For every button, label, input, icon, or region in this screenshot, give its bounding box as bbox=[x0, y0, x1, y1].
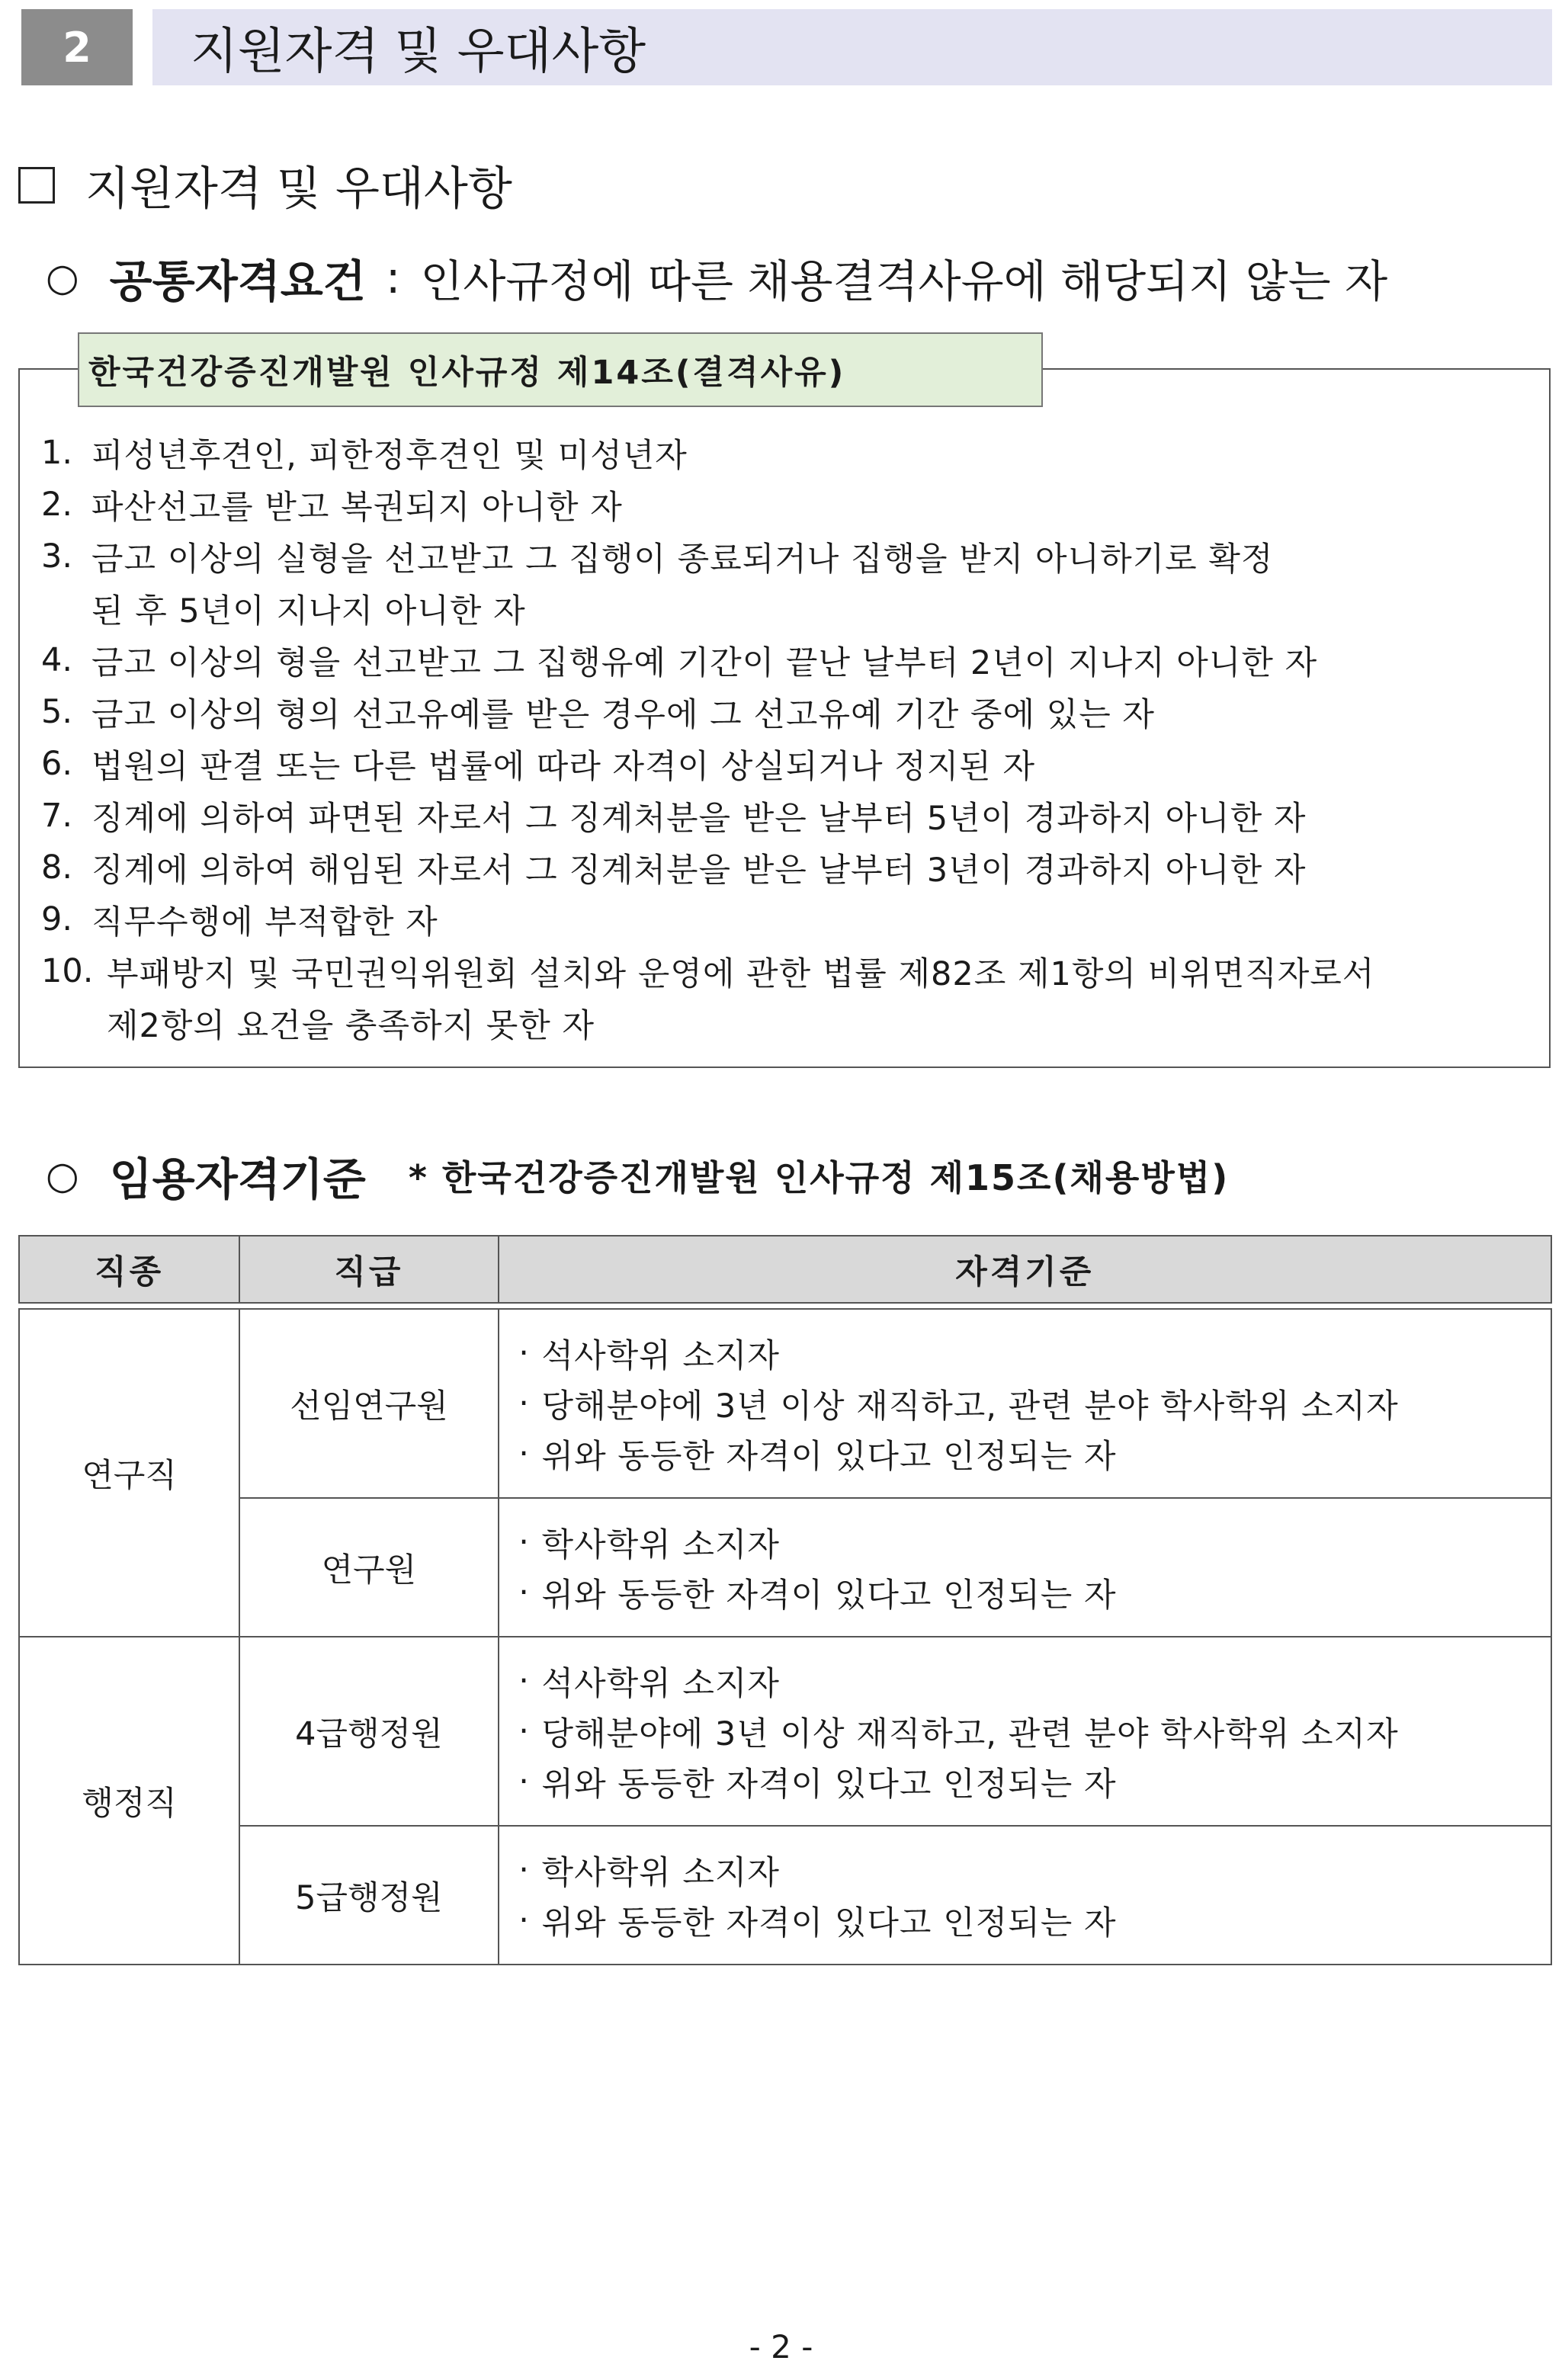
disqualification-box-title: 한국건강증진개발원 인사규정 제14조(결격사유) bbox=[78, 332, 1043, 407]
criteria-cell bbox=[499, 1826, 1551, 1965]
list-item bbox=[41, 945, 1548, 997]
item-number: 3. bbox=[41, 537, 73, 576]
criteria-text: 학사학위 소지자 bbox=[541, 1853, 780, 1892]
bullet-dot: · bbox=[518, 1712, 530, 1750]
table-header-row bbox=[19, 1236, 1551, 1303]
bullet-dot: · bbox=[518, 1523, 530, 1561]
criteria-text: 위와 동등한 자격이 있다고 인정되는 자 bbox=[541, 1904, 1117, 1942]
list-item bbox=[41, 686, 1548, 738]
list-item bbox=[41, 479, 1548, 531]
section-heading bbox=[18, 152, 512, 218]
list-item bbox=[41, 531, 1548, 582]
grade-cell: 4급행정원 bbox=[239, 1637, 498, 1826]
grade-cell: 선임연구원 bbox=[239, 1309, 498, 1498]
list-item bbox=[41, 634, 1548, 686]
circle-bullet-icon: ○ bbox=[46, 1153, 79, 1198]
item-number: 1. bbox=[41, 434, 73, 472]
disqualification-list bbox=[41, 427, 1548, 1049]
item-number: 8. bbox=[41, 848, 73, 887]
item-text: 금고 이상의 형의 선고유예를 받은 경우에 그 선고유예 기간 중에 있는 자 bbox=[91, 695, 1155, 734]
criteria-text: 위와 동등한 자격이 있다고 인정되는 자 bbox=[541, 1437, 1117, 1476]
table-row bbox=[19, 1637, 1551, 1826]
list-item bbox=[41, 790, 1548, 842]
grade-cell: 연구원 bbox=[239, 1498, 498, 1637]
bullet-dot: · bbox=[518, 1384, 530, 1423]
table-row bbox=[19, 1498, 1551, 1637]
bullet-dot: · bbox=[518, 1763, 530, 1801]
bullet-dot: · bbox=[518, 1662, 530, 1700]
item-number: 7. bbox=[41, 797, 73, 835]
item-number: 2. bbox=[41, 486, 73, 524]
common-requirements-heading bbox=[46, 245, 1387, 310]
item-number: 5. bbox=[41, 693, 73, 731]
bullet-dot: · bbox=[518, 1334, 530, 1372]
item-text: 금고 이상의 형을 선고받고 그 집행유예 기간이 끝난 날부터 2년이 지나지 아니한 자 bbox=[91, 643, 1318, 682]
criteria-text: 당해분야에 3년 이상 재직하고, 관련 분야 학사학위 소지자 bbox=[541, 1387, 1399, 1426]
item-text: 제2항의 요건을 충족하지 못한 자 bbox=[107, 1006, 595, 1045]
section-number: 2 bbox=[21, 9, 133, 85]
criteria-text: 학사학위 소지자 bbox=[541, 1525, 780, 1564]
item-text: 징계에 의하여 해임된 자로서 그 징계처분을 받은 날부터 3년이 경과하지 아니한 자 bbox=[91, 851, 1307, 890]
square-bullet-icon bbox=[18, 167, 55, 204]
bullet-dot: · bbox=[518, 1573, 530, 1612]
item-text: 된 후 5년이 지나지 아니한 자 bbox=[91, 592, 526, 630]
list-item-continuation bbox=[41, 997, 1548, 1049]
list-item bbox=[41, 842, 1548, 893]
job-type-cell: 행정직 bbox=[19, 1637, 239, 1965]
table-gap bbox=[19, 1303, 1551, 1309]
qualification-table bbox=[18, 1235, 1552, 1965]
item-text: 직무수행에 부적합한 자 bbox=[91, 903, 438, 941]
header-job-type: 직종 bbox=[19, 1236, 239, 1303]
section-heading-text: 지원자격 및 우대사항 bbox=[85, 162, 512, 216]
header-criteria: 자격기준 bbox=[499, 1236, 1551, 1303]
criteria-cell bbox=[499, 1637, 1551, 1826]
criteria-text: 당해분야에 3년 이상 재직하고, 관련 분야 학사학위 소지자 bbox=[541, 1714, 1399, 1753]
item-text: 피성년후견인, 피한정후견인 및 미성년자 bbox=[91, 436, 688, 475]
item-number: 4. bbox=[41, 641, 73, 679]
job-type-cell: 연구직 bbox=[19, 1309, 239, 1637]
bullet-dot: · bbox=[518, 1901, 530, 1939]
criteria-cell bbox=[499, 1498, 1551, 1637]
criteria-text: 위와 동등한 자격이 있다고 인정되는 자 bbox=[541, 1576, 1117, 1615]
list-item-continuation bbox=[41, 582, 1548, 634]
criteria-text: 위와 동등한 자격이 있다고 인정되는 자 bbox=[541, 1765, 1117, 1804]
appointment-criteria-note: * 한국건강증진개발원 인사규정 제15조(채용방법) bbox=[408, 1157, 1230, 1198]
list-item bbox=[41, 893, 1548, 945]
item-number: 10. bbox=[41, 952, 94, 990]
appointment-criteria-label: 임용자격기준 bbox=[109, 1153, 366, 1205]
item-text: 부패방지 및 국민권익위원회 설치와 운영에 관한 법률 제82조 제1항의 비위면직자로서 bbox=[107, 954, 1375, 993]
appointment-criteria-heading bbox=[46, 1143, 1229, 1208]
bullet-dot: · bbox=[518, 1435, 530, 1473]
common-requirements-description: 인사규정에 따른 채용결격사유에 해당되지 않는 자 bbox=[420, 255, 1388, 307]
item-text: 법원의 판결 또는 다른 법률에 따라 자격이 상실되거나 정지된 자 bbox=[91, 747, 1036, 786]
page-number: - 2 - bbox=[749, 2328, 813, 2366]
bullet-dot: · bbox=[518, 1851, 530, 1889]
item-text: 징계에 의하여 파면된 자로서 그 징계처분을 받은 날부터 5년이 경과하지 아니한 자 bbox=[91, 799, 1307, 838]
label-separator: : bbox=[385, 252, 401, 303]
criteria-cell bbox=[499, 1309, 1551, 1498]
criteria-text: 석사학위 소지자 bbox=[541, 1664, 780, 1703]
list-item bbox=[41, 738, 1548, 790]
section-title: 지원자격 및 우대사항 bbox=[152, 9, 1552, 85]
grade-cell: 5급행정원 bbox=[239, 1826, 498, 1965]
header-grade: 직급 bbox=[239, 1236, 498, 1303]
item-text: 파산선고를 받고 복권되지 아니한 자 bbox=[91, 488, 623, 527]
common-requirements-label: 공통자격요건 bbox=[109, 255, 366, 307]
item-text: 금고 이상의 실형을 선고받고 그 집행이 종료되거나 집행을 받지 아니하기로 확정 bbox=[91, 540, 1274, 579]
circle-bullet-icon: ○ bbox=[46, 255, 79, 300]
item-number: 9. bbox=[41, 900, 73, 938]
list-item bbox=[41, 427, 1548, 479]
criteria-text: 석사학위 소지자 bbox=[541, 1336, 780, 1375]
table-row bbox=[19, 1826, 1551, 1965]
table-row bbox=[19, 1309, 1551, 1498]
item-number: 6. bbox=[41, 745, 73, 783]
